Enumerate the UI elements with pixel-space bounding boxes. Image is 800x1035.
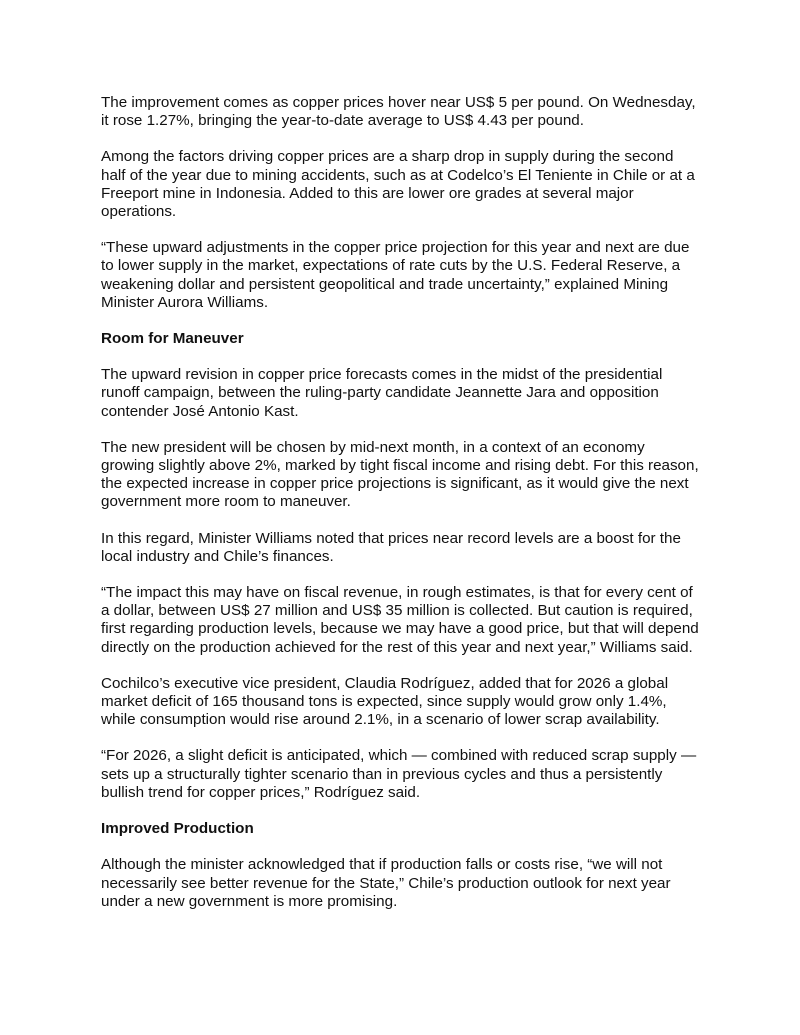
paragraph-copper-price: The improvement comes as copper prices hover near US$ 5 per pound. On Wednesday, it rose 1.27%, bringing the year-to-date average to US$ 4.43 per pound. [101,94,696,130]
paragraph-runoff-campaign: The upward revision in copper price forecasts comes in the midst of the presidential runoff campaign, between the ruling-party candidate Jeannette Jara and opposition contender José Antonio Kast. [101,366,663,420]
paragraph-supply-factors: Among the factors driving copper prices are a sharp drop in supply during the second half of the year due to mining accidents, such as at Codelco’s El Teniente in Chile or at a Freeport mine in Indonesia. Added to this are lower ore grades at several major operations. [101,148,695,221]
article-body [101,94,699,929]
paragraph-fiscal-revenue-quote: “The impact this may have on fiscal revenue, in rough estimates, is that for every cent of a dollar, between US$ 27 million and US$ 35 million is collected. But caution is required, first regarding production levels, because we may have a good price, but that will depend directly on the production achieved for the rest of this year and next year,” Williams said. [101,584,699,656]
paragraph-production-outlook: Although the minister acknowledged that if production falls or costs rise, “we will not necessarily see better revenue for the State,” Chile’s production outlook for next year under a new government is more promising. [101,856,671,910]
section-heading-room-for-maneuver: Room for Maneuver [101,330,244,348]
section-heading-improved-production: Improved Production [101,820,254,838]
paragraph-record-prices: In this regard, Minister Williams noted that prices near record levels are a boost for the local industry and Chile’s finances. [101,529,681,565]
paragraph-new-president: The new president will be chosen by mid-next month, in a context of an economy growing slightly above 2%, marked by tight fiscal income and rising debt. For this reason, the expected increase in copper price projections is significant, as it would give the next government more room to maneuver. [101,438,699,511]
paragraph-minister-quote: “These upward adjustments in the copper price projection for this year and next are due to lower supply in the market, expectations of rate cuts by the U.S. Federal Reserve, a weakening dollar and persistent geopolitical and trade uncertainty,” explained Mining Minister Aurora Williams. [101,239,690,311]
paragraph-cochilco-deficit: Cochilco’s executive vice president, Claudia Rodríguez, added that for 2026 a global market deficit of 165 thousand tons is expected, since supply would grow only 1.4%, while consumption would rise around 2.1%, in a scenario of lower scrap availability. [101,674,669,729]
paragraph-rodriguez-quote: “For 2026, a slight deficit is anticipated, which — combined with reduced scrap supply — sets up a structurally tighter scenario than in previous cycles and thus a persistently bullish trend for copper prices,” Rodríguez said. [101,747,697,801]
